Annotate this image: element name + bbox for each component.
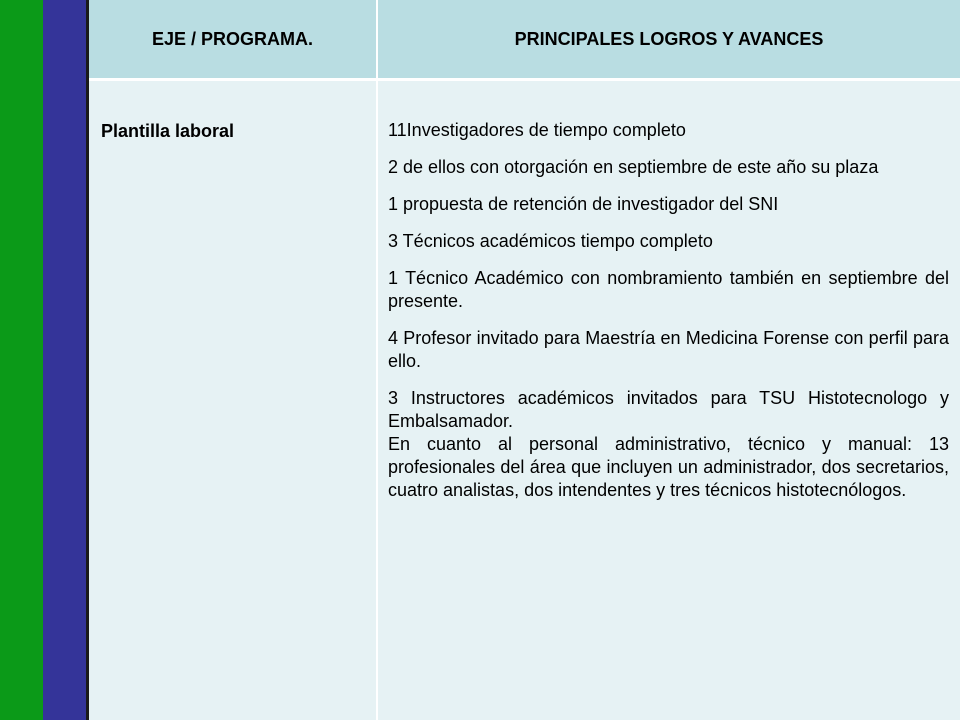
list-item: 4 Profesor invitado para Maestría en Medicina Forense con perfil para ello. [388, 328, 949, 371]
row-label: Plantilla laboral [101, 121, 235, 141]
row-content-cell [378, 81, 960, 720]
column-divider [376, 0, 378, 720]
list-item: 1 propuesta de retención de investigador del SNI [388, 194, 779, 214]
list-item: 1 Técnico Académico con nombramiento también en septiembre del presente. [388, 268, 949, 311]
left-accent-bar-navy [43, 0, 86, 720]
row-label-cell [89, 81, 376, 720]
left-accent-bar-green [0, 0, 43, 720]
header-principales-logros: PRINCIPALES LOGROS Y AVANCES [378, 0, 960, 78]
header-divider [89, 78, 960, 81]
list-item: 2 de ellos con otorgación en septiembre de este año su plaza [388, 157, 879, 177]
list-item: 3 Técnicos académicos tiempo completo [388, 231, 713, 251]
achievements-list [388, 119, 949, 502]
header-eje-programa: EJE / PROGRAMA. [89, 0, 376, 78]
list-item: En cuanto al personal administrativo, técnico y manual: 13 profesionales del área que incluyen un administrador, dos secretarios, cuatro analistas, dos intendentes y tres técnicos histotecnólogos. [388, 434, 949, 500]
list-item: 11Investigadores de tiempo completo [388, 120, 686, 140]
list-item: 3 Instructores académicos invitados para TSU Histotecnologo y Embalsamador. [388, 388, 949, 431]
achievements-table [89, 0, 960, 720]
